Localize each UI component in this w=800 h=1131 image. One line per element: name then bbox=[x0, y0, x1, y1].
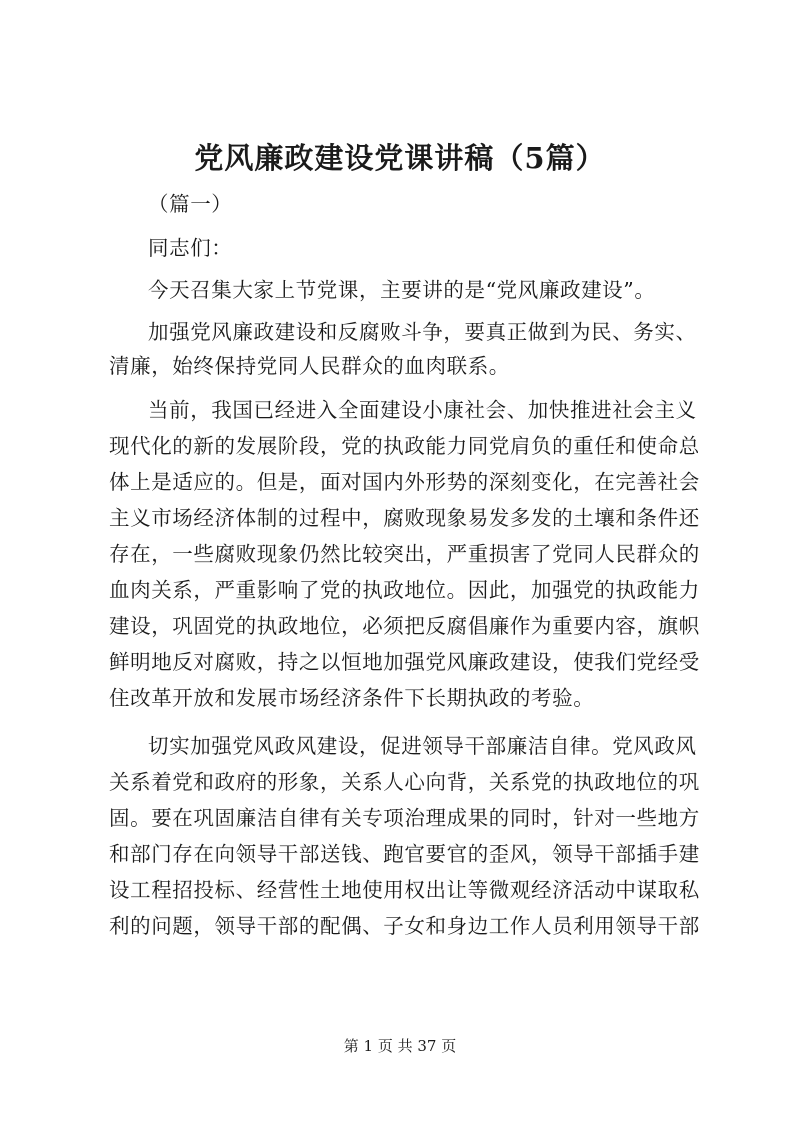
section-label: （篇一） bbox=[148, 192, 233, 216]
paragraph-line: 固。要在巩固廉洁自律有关专项治理成果的同时，针对一些地方 bbox=[109, 806, 700, 830]
paragraph-line: 存在，一些腐败现象仍然比较突出，严重损害了党同人民群众的 bbox=[109, 542, 700, 566]
document-title: 党风廉政建设党课讲稿（5篇） bbox=[194, 141, 606, 175]
paragraph-line: 鲜明地反对腐败，持之以恒地加强党风廉政建设，使我们党经受 bbox=[109, 650, 700, 674]
paragraph-line: 和部门存在向领导干部送钱、跑官要官的歪风，领导干部插手建 bbox=[109, 842, 700, 866]
paragraph-line: 体上是适应的。但是，面对国内外形势的深刻变化，在完善社会 bbox=[109, 470, 700, 494]
paragraph-line: 今天召集大家上节党课，主要讲的是“党风廉政建设”。 bbox=[148, 278, 656, 302]
paragraph-line: 现代化的新的发展阶段，党的执政能力同党肩负的重任和使命总 bbox=[109, 434, 700, 458]
paragraph-line: 切实加强党风政风建设，促进领导干部廉洁自律。党风政风 bbox=[148, 734, 697, 758]
paragraph-line: 血肉关系，严重影响了党的执政地位。因此，加强党的执政能力 bbox=[109, 578, 700, 602]
salutation: 同志们： bbox=[148, 236, 233, 260]
paragraph-line: 当前，我国已经进入全面建设小康社会、加快推进社会主义 bbox=[148, 398, 697, 422]
paragraph-line: 利的问题，领导干部的配偶、子女和身边工作人员利用领导干部 bbox=[109, 914, 700, 938]
page-number-footer: 第 1 页 共 37 页 bbox=[343, 1037, 457, 1055]
paragraph-line: 建设，巩固党的执政地位，必须把反腐倡廉作为重要内容，旗帜 bbox=[109, 614, 700, 638]
paragraph-line: 关系着党和政府的形象，关系人心向背，关系党的执政地位的巩 bbox=[109, 770, 700, 794]
paragraph-line: 住改革开放和发展市场经济条件下长期执政的考验。 bbox=[109, 686, 595, 710]
paragraph-line: 设工程招投标、经营性土地使用权出让等微观经济活动中谋取私 bbox=[109, 878, 700, 902]
paragraph-line: 加强党风廉政建设和反腐败斗争，要真正做到为民、务实、 bbox=[148, 320, 697, 344]
paragraph-line: 清廉，始终保持党同人民群众的血肉联系。 bbox=[109, 354, 510, 378]
paragraph-line: 主义市场经济体制的过程中，腐败现象易发多发的土壤和条件还 bbox=[109, 506, 700, 530]
